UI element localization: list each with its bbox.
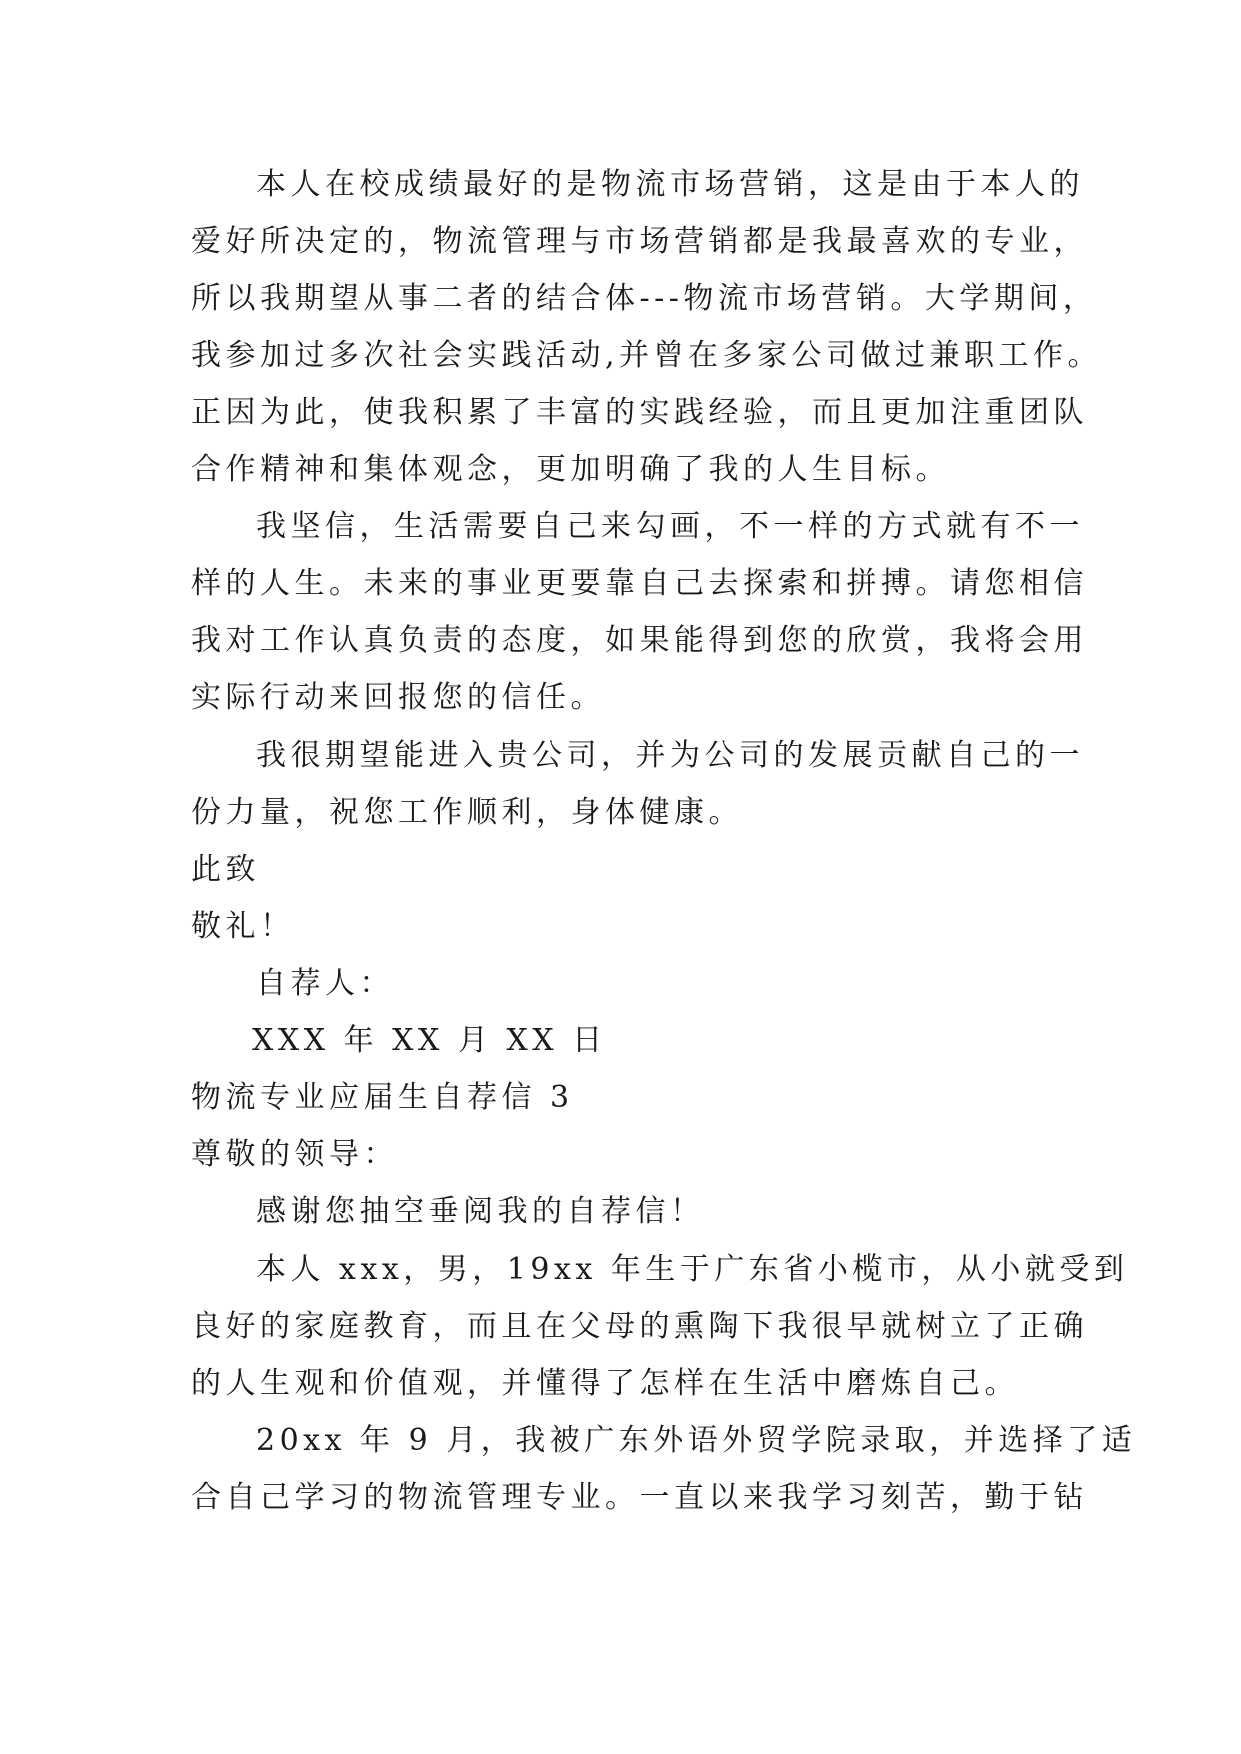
greeting: 尊敬的领导： — [191, 1137, 398, 1172]
paragraph-line: 本人在校成绩最好的是物流市场营销，这是由于本人的 — [256, 167, 1084, 202]
paragraph-line: 良好的家庭教育，而且在父母的熏陶下我很早就树立了正确 — [191, 1309, 1088, 1344]
paragraph-line: 爱好所决定的，物流管理与市场营销都是我最喜欢的专业， — [191, 224, 1088, 259]
signature-date: XXX 年 XX 月 XX 日 — [252, 1023, 607, 1058]
paragraph-line: 本人 xxx，男，19xx 年生于广东省小榄市，从小就受到 — [256, 1252, 1129, 1287]
paragraph-line: 份力量，祝您工作顺利，身体健康。 — [191, 795, 743, 830]
paragraph-line: 实际行动来回报您的信任。 — [191, 680, 605, 715]
signature-label: 自荐人： — [256, 966, 394, 1001]
paragraph-line: 合自己学习的物流管理专业。一直以来我学习刻苦，勤于钻 — [191, 1480, 1088, 1515]
paragraph-line: 样的人生。未来的事业更要靠自己去探索和拼搏。请您相信 — [191, 566, 1088, 601]
paragraph-line: 感谢您抽空垂阅我的自荐信！ — [256, 1194, 705, 1229]
paragraph-line: 的人生观和价值观，并懂得了怎样在生活中磨炼自己。 — [191, 1366, 1019, 1401]
closing-regards: 敬礼！ — [191, 909, 295, 944]
paragraph-line: 20xx 年 9 月，我被广东外语外贸学院录取，并选择了适 — [256, 1423, 1137, 1458]
closing-salutation: 此致 — [191, 852, 260, 887]
section-title: 物流专业应届生自荐信 3 — [191, 1080, 574, 1115]
paragraph-line: 所以我期望从事二者的结合体---物流市场营销。大学期间， — [191, 281, 1098, 316]
paragraph-line: 合作精神和集体观念，更加明确了我的人生目标。 — [191, 452, 950, 487]
paragraph-line: 我对工作认真负责的态度，如果能得到您的欣赏，我将会用 — [191, 623, 1088, 658]
paragraph-line: 我坚信，生活需要自己来勾画，不一样的方式就有不一 — [256, 509, 1084, 544]
paragraph-line: 正因为此，使我积累了丰富的实践经验，而且更加注重团队 — [191, 395, 1088, 430]
paragraph-line: 我很期望能进入贵公司，并为公司的发展贡献自己的一 — [256, 738, 1084, 773]
paragraph-line: 我参加过多次社会实践活动,并曾在多家公司做过兼职工作。 — [191, 338, 1103, 373]
